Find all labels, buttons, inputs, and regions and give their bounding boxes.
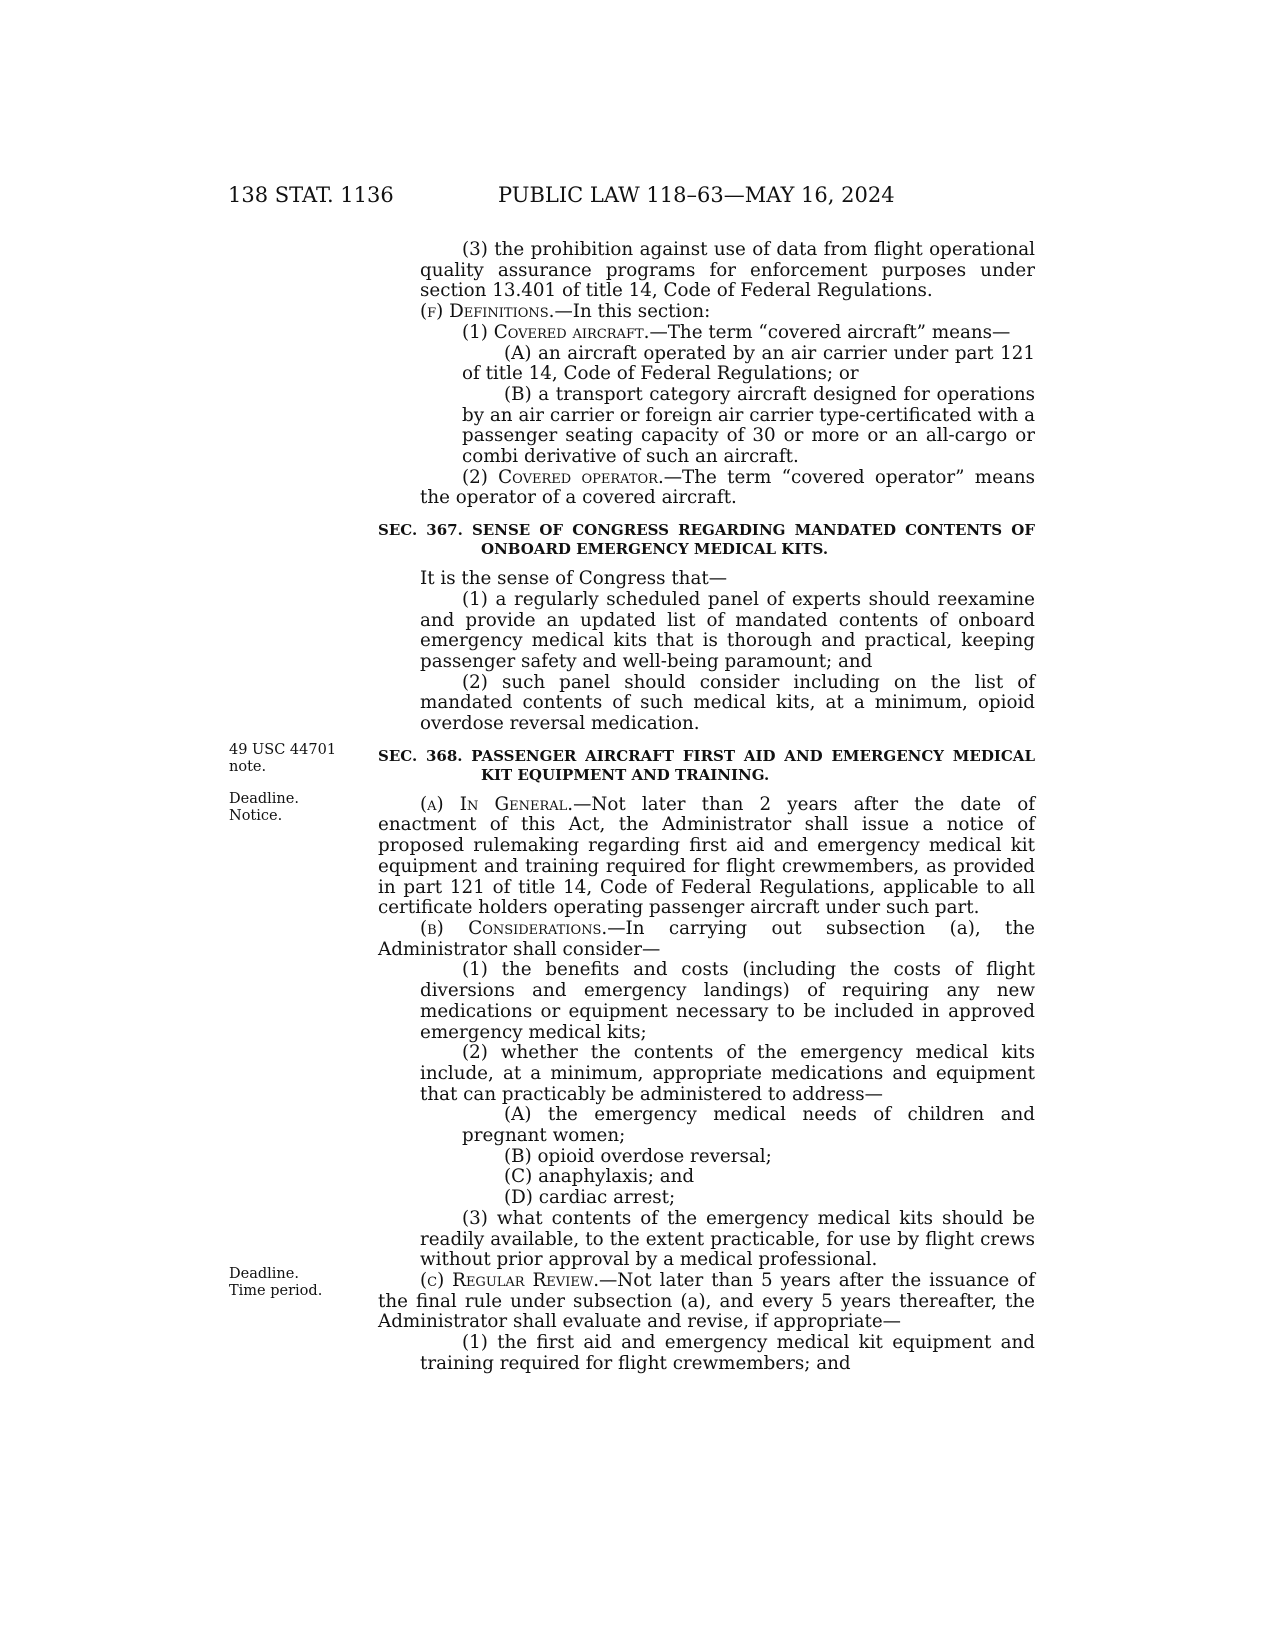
subsection-368c: (c) Regular Review.—Not later than 5 years after the issuance of the final rule under subsection (a), and every 5 years thereafter, the Administrator shall evaluate and revise, if appropriate— (378, 1269, 1035, 1333)
subsection-368b: (b) Considerations.—In carrying out subsection (a), the Administrator shall consider— (378, 917, 1035, 960)
subparagraph-f1a: (A) an aircraft operated by an air carrier under part 121 of title 14, Code of Federal Regulations; or (462, 342, 1035, 385)
paragraph-f1: (1) Covered aircraft.—The term “covered aircraft” means— (462, 321, 1011, 343)
paragraph-e3: (3) the prohibition against use of data from flight operational quality assurance programs for enforcement purposes under section 13.401 of title 14, Code of Federal Regulations. (420, 239, 1035, 302)
paragraph-b2: (2) whether the contents of the emergency medical kits include, at a minimum, appropriate medications and equipment that can practicably be administered to address— (420, 1042, 1035, 1105)
statute-text (378, 240, 1035, 1374)
paragraph-b3: (3) what contents of the emergency medical kits should be readily available, to the extent practicable, for use by flight crews without prior approval by a medical professional. (420, 1207, 1035, 1271)
paragraph-b1: (1) the benefits and costs (including the costs of flight diversions and emergency landings) of requiring any new medications or equipment necessary to be included in approved emergency medical kits; (420, 959, 1035, 1043)
subparagraph-b2c: (C) anaphylaxis; and (504, 1166, 695, 1188)
subparagraph-b2a: (A) the emergency medical needs of children and pregnant women; (462, 1104, 1035, 1147)
section-367-heading: SEC. 367. SENSE OF CONGRESS REGARDING MANDATED CONTENTS OF ONBOARD EMERGENCY MEDICAL KITS. (378, 521, 1035, 559)
paragraph-f2: (2) Covered operator.—The term “covered operator” means the operator of a covered aircraft. (420, 466, 1035, 509)
margin-note-usc: 49 USC 44701 note. (229, 742, 337, 775)
running-head: PUBLIC LAW 118–63—MAY 16, 2024 (498, 183, 895, 207)
stat-page-number: 138 STAT. 1136 (228, 183, 394, 207)
subparagraph-b2b: (B) opioid overdose reversal; (504, 1145, 772, 1167)
subsection-368a: (a) In General.—Not later than 2 years after the date of enactment of this Act, the Administrator shall issue a notice of proposed rulemaking regarding first aid and emergency medical kit equipment and training required for flight crewmembers, as provided in part 121 of title 14, Code of Federal Regulations, applicable to all certificate holders operating passenger aircraft under such part. (378, 793, 1036, 919)
subparagraph-f1b: (B) a transport category aircraft designed for operations by an air carrier or foreign air carrier type-certificated with a passenger seating capacity of 30 or more or an all-cargo or combi derivative of such an aircraft. (462, 383, 1035, 468)
subsection-f: (f) Definitions.—In this section: (420, 301, 711, 323)
section-367-para-2: (2) such panel should consider including on the list of mandated contents of such medical kits, at a minimum, opioid overdose reversal medication. (420, 671, 1035, 735)
subparagraph-b2d: (D) cardiac arrest; (504, 1187, 676, 1209)
margin-note-deadline-notice: Deadline. Notice. (229, 791, 299, 824)
section-367-para-1: (1) a regularly scheduled panel of experts should reexamine and provide an updated list of mandated contents of onboard emergency medical kits that is thorough and practical, keeping passenger safety and well-being paramount; and (420, 588, 1035, 672)
page-header (0, 183, 1275, 217)
paragraph-c1: (1) the first aid and emergency medical kit equipment and training required for flight crewmembers; and (420, 1332, 1035, 1374)
section-368-heading: SEC. 368. PASSENGER AIRCRAFT FIRST AID AND EMERGENCY MEDICAL KIT EQUIPMENT AND TRAINING. (378, 746, 1035, 784)
section-367-intro: It is the sense of Congress that— (420, 568, 727, 590)
margin-note-deadline-time-period: Deadline. Time period. (229, 1266, 323, 1299)
